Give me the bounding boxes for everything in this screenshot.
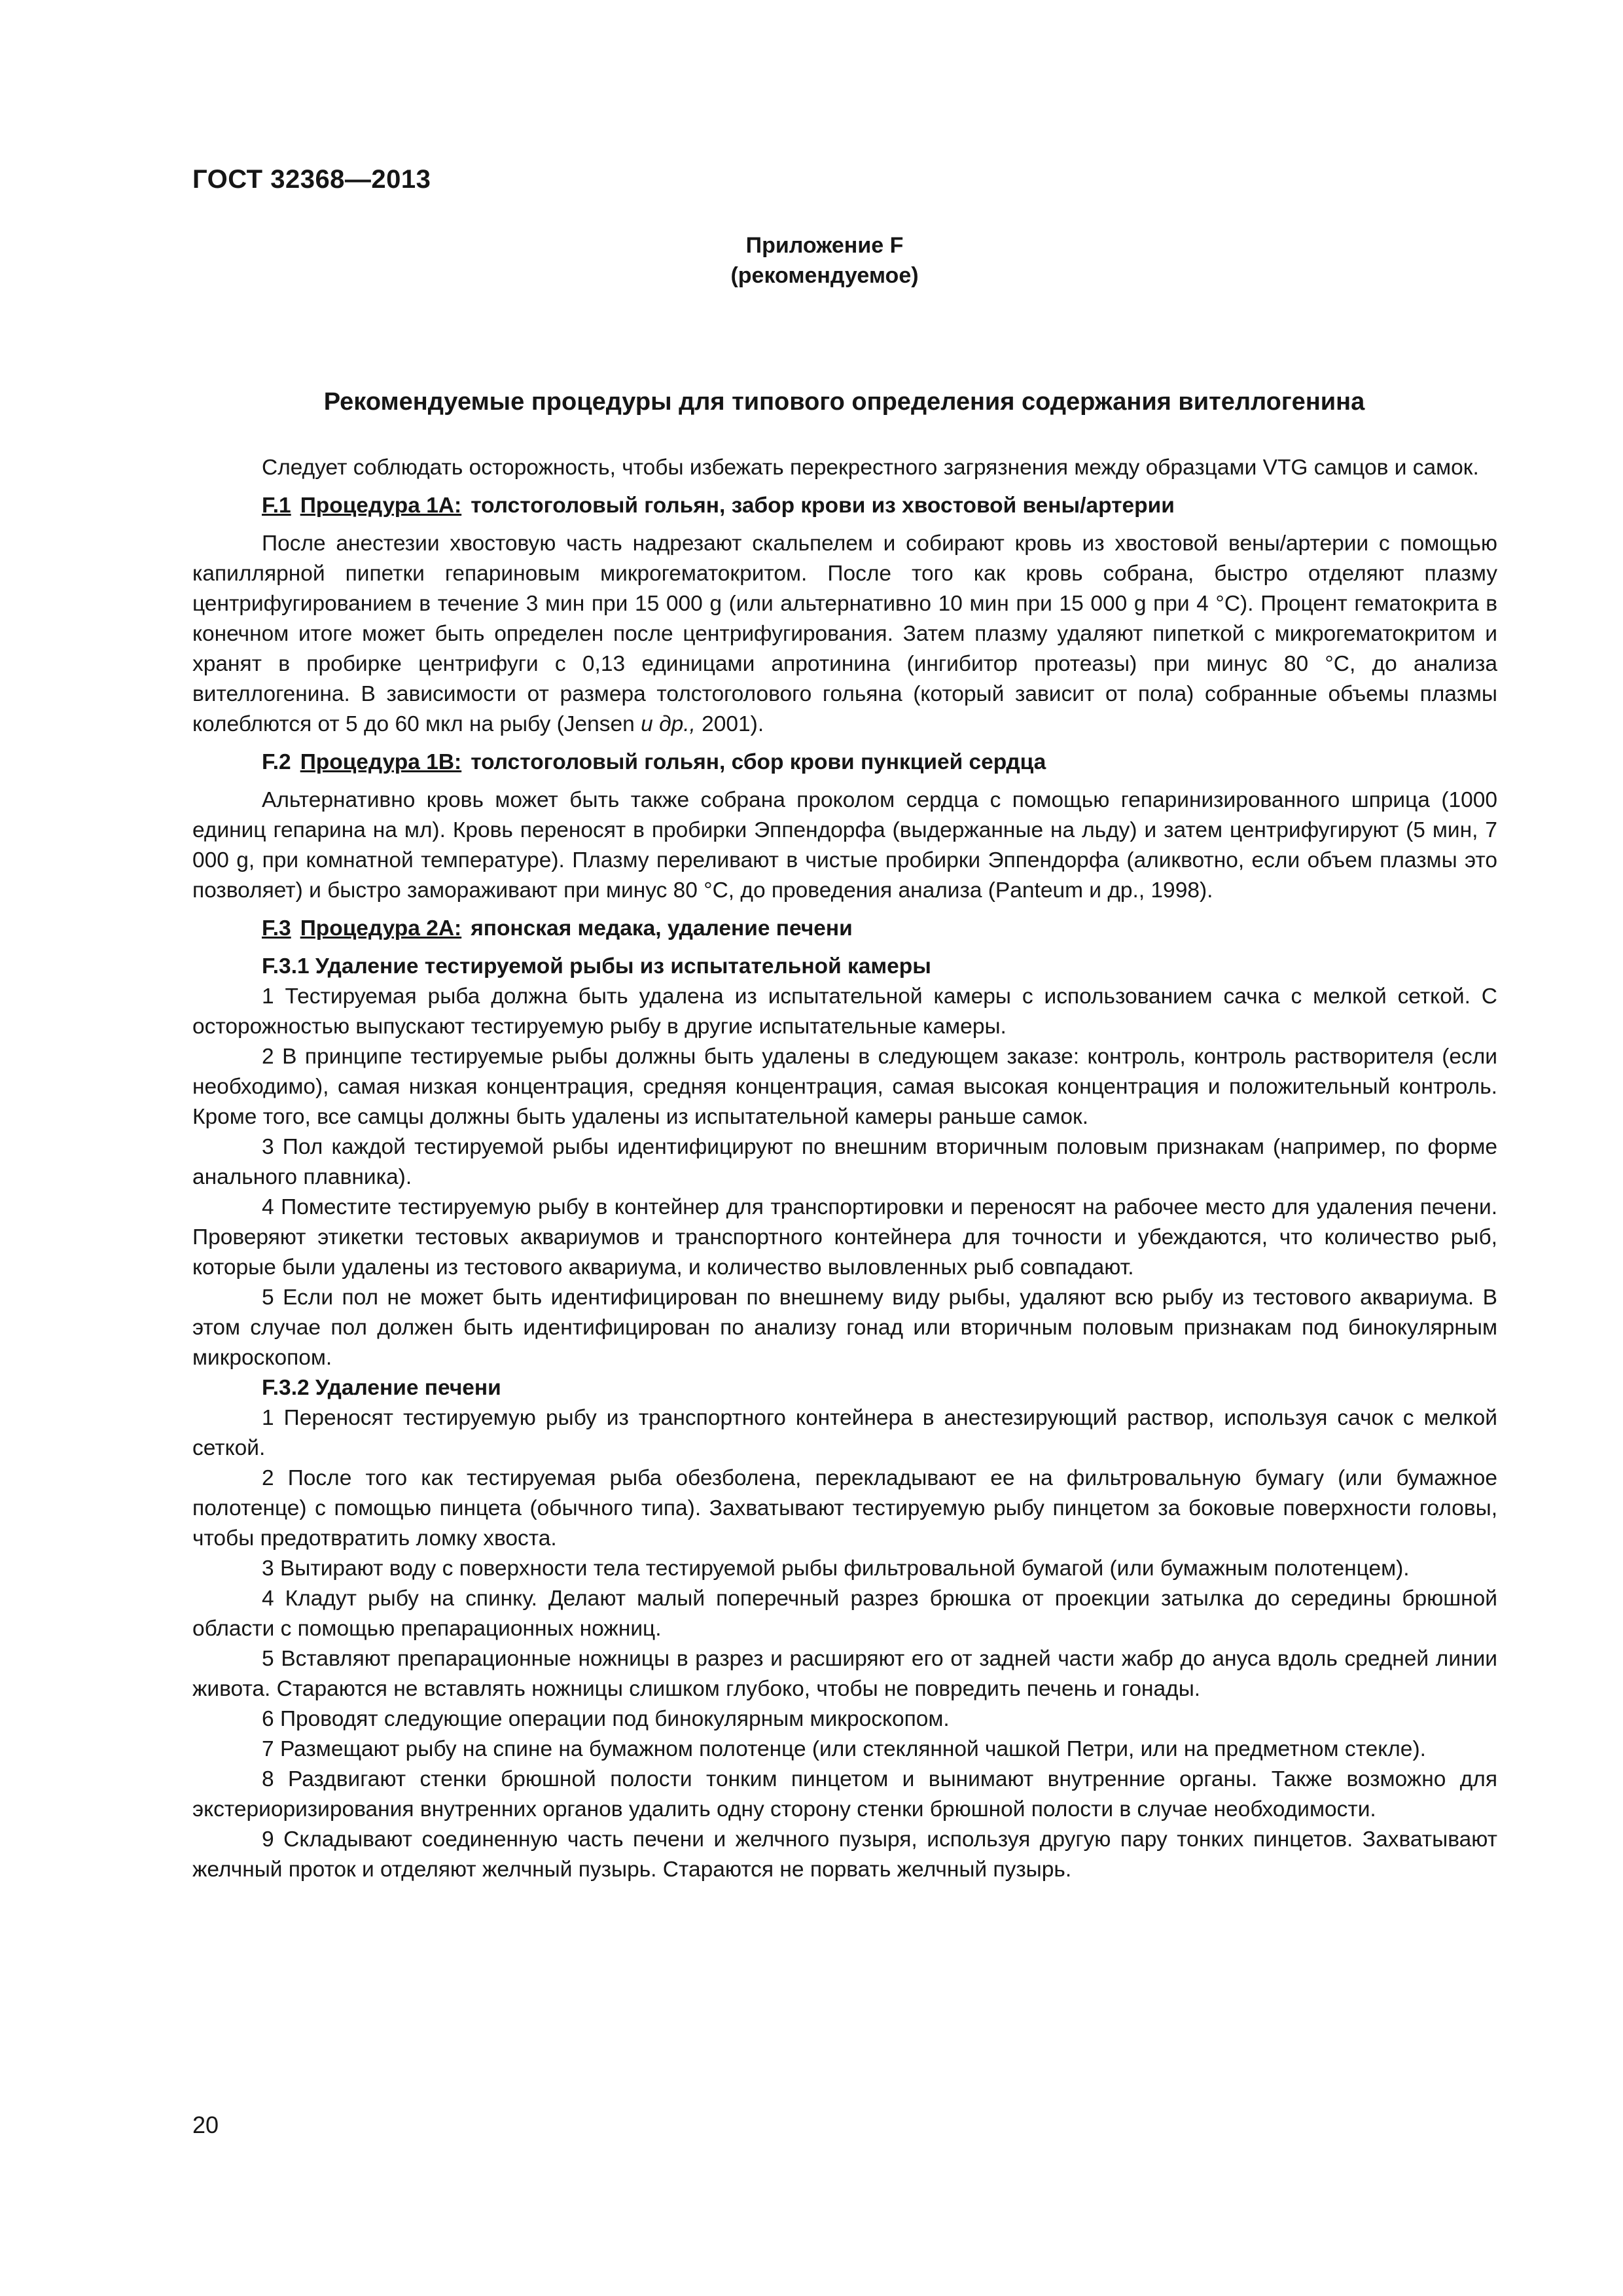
section-title: японская медака, удаление печени: [471, 916, 853, 941]
section-number: F.3: [262, 916, 291, 941]
section-heading-f1: [192, 491, 1497, 521]
list-item: 4 Кладут рыбу на спинку. Делают малый поперечный разрез брюшка от проекции затылка до середины брюшной области с помощью препарационных ножниц.: [192, 1587, 1497, 1641]
section-label: Процедура 1А:: [300, 493, 462, 518]
section-title: толстоголовый гольян, сбор крови пункцией сердца: [471, 750, 1046, 774]
list-item: 8 Раздвигают стенки брюшной полости тонким пинцетом и вынимают внутренние органы. Также возможно для экстериоризирования внутренних органов удалить одну сторону стенки брюшной полости в случае необходимости.: [192, 1767, 1497, 1821]
section-number: F.1: [262, 493, 291, 518]
section-heading-f2: [192, 747, 1497, 778]
section-heading-f3: [192, 914, 1497, 944]
section-title: толстоголовый гольян, забор крови из хвостовой вены/артерии: [471, 493, 1175, 518]
subsection-heading-f3-2: F.3.2 Удаление печени: [262, 1376, 501, 1400]
list-item: 9 Складывают соединенную часть печени и желчного пузыря, используя другую пару тонких пинцетов. Захватывают желчный проток и отделяют желчный пузырь. Стараются не порвать желчный пузырь.: [192, 1827, 1497, 1882]
subsection-heading-f3-1: F.3.1 Удаление тестируемой рыбы из испытательной камеры: [262, 954, 931, 978]
intro-paragraph: Следует соблюдать осторожность, чтобы избежать перекрестного загрязнения между образцами VTG самцов и самок.: [262, 456, 1479, 480]
list-item: 3 Вытирают воду с поверхности тела тестируемой рыбы фильтровальной бумагой (или бумажным полотенцем).: [262, 1556, 1410, 1581]
section-number: F.2: [262, 750, 291, 774]
list-item: 1 Переносят тестируемую рыбу из транспортного контейнера в анестезирующий раствор, используя сачок с мелкой сеткой.: [192, 1406, 1497, 1460]
list-item: 5 Если пол не может быть идентифицирован по внешнему виду рыбы, удаляют всю рыбу из тестового аквариума. В этом случае пол должен быть идентифицирован по анализу гонад или вторичным половым признакам под бинокулярным микроскопом.: [192, 1285, 1497, 1370]
list-item: 2 После того как тестируемая рыба обезболена, перекладывают ее на фильтровальную бумагу (или бумажное полотенце) с помощью пинцета (обычного типа). Захватывают тестируемую рыбу пинцетом за боковые поверхности головы, чтобы предотвратить ломку хвоста.: [192, 1466, 1497, 1551]
appendix-status: (рекомендуемое): [730, 263, 919, 288]
page-number: 20: [192, 2111, 219, 2138]
appendix-heading: [0, 230, 1623, 291]
list-item: 4 Поместите тестируемую рыбу в контейнер для транспортировки и переносят на рабочее место для удаления печени. Проверяют этикетки тестовых аквариумов и транспортного контейнера для точности и убеждаются, что количество рыб, которые были удалены из тестового аквариума, и количество выловленных рыб совпадают.: [192, 1195, 1497, 1280]
appendix-title: Приложение F: [745, 233, 904, 258]
section-f1-text: После анестезии хвостовую часть надрезают скальпелем и собирают кровь из хвостовой вены/артерии с помощью капиллярной пипетки гепариновым микрогематокритом. После того как кровь собрана, быстро отделяют плазму центрифугированием в течение 3 мин при 15 000 g (или альтернативно 10 мин при 15 000 g при 4 °С). Процент гематокрита в конечном итоге может быть определен после центрифугирования. Затем плазму удаляют пипеткой с микрогематокритом и хранят в пробирке центрифуги с 0,13 единицами апротинина (ингибитор протеазы) при минус 80 °С, до анализа вителлогенина. В зависимости от размера толстоголового гольяна (который зависит от пола) собранные объемы плазмы колеблются от 5 до 60 мкл на рыбу (Jensen и др., 2001).: [192, 531, 1497, 736]
section-f2-text: Альтернативно кровь может быть также собрана проколом сердца с помощью гепаринизированного шприца (1000 единиц гепарина на мл). Кровь переносят в пробирки Эппендорфа (выдержанные на льду) и затем центрифугируют (5 мин, 7 000 g, при комнатной температуре). Плазму переливают в чистые пробирки Эппендорфа (аликвотно, если объем плазмы это позволяет) и быстро замораживают при минус 80 °С, до проведения анализа (Panteum и др., 1998).: [192, 788, 1497, 903]
list-item: 6 Проводят следующие операции под бинокулярным микроскопом.: [262, 1707, 950, 1731]
list-item: 7 Размещают рыбу на спине на бумажном полотенце (или стеклянной чашкой Петри, или на предметном стекле).: [262, 1737, 1426, 1761]
section-label: Процедура 2А:: [300, 916, 462, 941]
list-item: 1 Тестируемая рыба должна быть удалена из испытательной камеры с использованием сачка с мелкой сеткой. С осторожностью выпускают тестируемую рыбу в другие испытательные камеры.: [192, 984, 1497, 1039]
list-item: 3 Пол каждой тестируемой рыбы идентифицируют по внешним вторичным половым признакам (например, по форме анального плавника).: [192, 1135, 1497, 1189]
list-item: 2 В принципе тестируемые рыбы должны быть удалены в следующем заказе: контроль, контроль растворителя (если необходимо), самая низкая концентрация, средняя концентрация, самая высокая концентрация и положительный контроль. Кроме того, все самцы должны быть удалены из испытательной камеры раньше самок.: [192, 1045, 1497, 1129]
main-title: Рекомендуемые процедуры для типового определения содержания вителлогенина: [323, 388, 1365, 416]
document-body: [192, 453, 1497, 1885]
list-item: 5 Вставляют препарационные ножницы в разрез и расширяют его от задней части жабр до ануса вдоль средней линии живота. Стараются не вставлять ножницы слишком глубоко, чтобы не повредить печень и гонады.: [192, 1647, 1497, 1701]
document-header: ГОСТ 32368—2013: [192, 165, 431, 194]
section-label: Процедура 1В:: [300, 750, 462, 774]
